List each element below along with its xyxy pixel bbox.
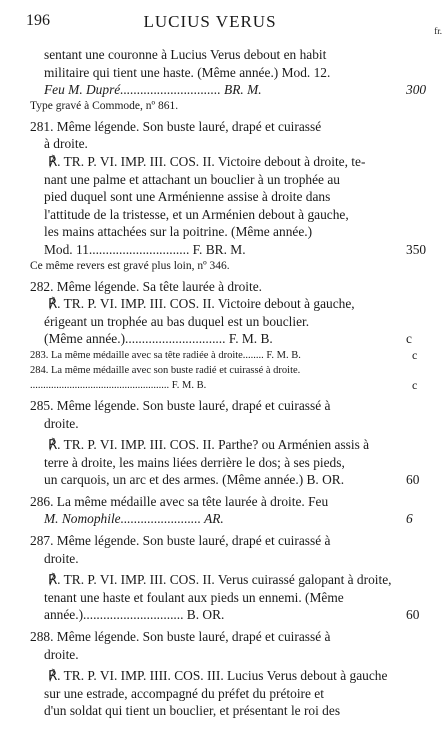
line-text: ..................................................... F. M. B. <box>30 379 207 391</box>
line-text: ℟. TR. P. VI. IMP. III. COS. II. Parthe? ou Arménien assis à <box>48 437 370 453</box>
text-line <box>30 313 390 331</box>
line-text: 284. La même médaille avec son buste radié et cuirassé à droite. <box>30 364 301 376</box>
line-text: 282. Même légende. Sa tête laurée à droite. <box>30 278 263 294</box>
line-text: 287. Même légende. Son buste lauré, drapé et cuirassé à <box>30 533 331 549</box>
text-line <box>30 171 390 189</box>
line-text: (Même année.).............................. F. M. B. <box>44 331 273 347</box>
line-text: M. Nomophile........................ AR. <box>44 511 224 527</box>
line-text: ℟. TR. P. VI. IMP. III. COS. II. Verus cuirassé galopant à droite, <box>48 572 392 588</box>
line-text: à droite. <box>44 136 88 152</box>
text-line <box>30 646 390 664</box>
line-text: ℟. TR. P. VI. IMP. III. COS. II. Victoire debout à gauche, <box>48 296 355 312</box>
text-line <box>30 510 413 528</box>
text-line <box>30 241 427 259</box>
text-line <box>30 702 390 720</box>
page-header <box>0 12 446 36</box>
text-line <box>30 64 390 82</box>
line-text: année.).............................. B. OR. <box>44 607 225 623</box>
line-text: 285. Même légende. Son buste lauré, drapé et cuirassé à <box>30 397 331 413</box>
text-line <box>30 589 390 607</box>
text-line <box>30 606 420 624</box>
text-line <box>30 571 390 589</box>
text-line <box>30 397 390 415</box>
line-text: ℟. TR. P. VI. IMP. IIII. COS. III. Lucius Verus debout à gauche <box>48 668 388 684</box>
text-line <box>30 454 390 472</box>
line-text: pied duquel sont une Arménienne assise à droite dans <box>44 189 331 205</box>
text-line <box>30 685 390 703</box>
text-line <box>30 153 390 171</box>
text-line <box>30 415 390 433</box>
text-line <box>30 436 390 454</box>
corner-mark: fr. <box>434 26 442 36</box>
line-text: 283. La même médaille avec sa tête radiée à droite........ F. M. B. <box>30 349 301 361</box>
line-text: 288. Même légende. Son buste lauré, drapé et cuirassé à <box>30 629 331 645</box>
text-line <box>30 46 390 64</box>
price-value: c <box>412 377 418 392</box>
line-text: terre à droite, les mains liées derrière le dos; à ses pieds, <box>44 454 345 470</box>
line-text: sur une estrade, accompagné du préfet du prétoire et <box>44 685 324 701</box>
line-text: les mains attachées sur la poitrine. (Même année.) <box>44 224 313 240</box>
text-line <box>30 471 420 489</box>
line-text: érigeant un trophée au bas duquel est un bouclier. <box>44 313 310 329</box>
price-value: 60 <box>406 472 420 488</box>
price-value: c <box>412 347 418 362</box>
text-line <box>30 550 390 568</box>
text-line <box>30 81 427 99</box>
text-line <box>30 532 390 550</box>
line-text: Feu M. Dupré.............................. BR. M. <box>44 82 262 98</box>
text-line <box>30 628 390 646</box>
line-text: droite. <box>44 415 79 431</box>
text-line <box>30 135 390 153</box>
price-value: 6 <box>406 511 413 527</box>
text-line <box>30 295 390 313</box>
line-text: l'attitude de la tristesse, et un Arménien debout à gauche, <box>44 206 349 222</box>
line-text: Type gravé à Commode, nº 861. <box>30 99 179 112</box>
line-text: tenant une haste et foulant aux pieds un ennemi. (Même <box>44 589 344 605</box>
text-line <box>30 363 390 378</box>
text-line <box>30 667 390 685</box>
line-text: droite. <box>44 550 79 566</box>
text-line <box>30 259 390 274</box>
catalogue-text <box>30 46 427 720</box>
line-text: militaire qui tient une haste. (Même année.) Mod. 12. <box>44 64 331 80</box>
line-text: 286. La même médaille avec sa tête laurée à droite. Feu <box>30 493 329 509</box>
line-text: un carquois, un arc et des armes. (Même année.) B. OR. <box>44 472 345 488</box>
text-line <box>30 206 390 224</box>
page-number: 196 <box>26 12 50 29</box>
running-title: LUCIUS VERUS <box>143 12 277 31</box>
text-line <box>30 493 390 511</box>
text-line <box>30 118 390 136</box>
line-text: d'un soldat qui tient un bouclier, et présentant le roi des <box>44 703 341 719</box>
price-value: 300 <box>406 82 427 98</box>
price-value: 60 <box>406 607 420 623</box>
line-text: Mod. 11.............................. F. BR. M. <box>44 241 246 257</box>
line-text: ℟. TR. P. VI. IMP. III. COS. II. Victoire debout à droite, te- <box>48 153 366 169</box>
text-line <box>30 223 390 241</box>
text-line <box>30 330 412 348</box>
price-value: 350 <box>406 241 427 257</box>
text-line <box>30 99 390 114</box>
text-line <box>30 188 390 206</box>
price-value: c <box>406 331 412 347</box>
text-line <box>30 347 418 363</box>
line-text: nant une palme et attachant un bouclier à un trophée au <box>44 171 340 187</box>
line-text: droite. <box>44 646 79 662</box>
line-text: 281. Même légende. Son buste lauré, drapé et cuirassé <box>30 118 322 134</box>
line-text: sentant une couronne à Lucius Verus debout en habit <box>44 47 327 62</box>
text-line <box>30 278 390 296</box>
text-line <box>30 377 418 393</box>
line-text: Ce même revers est gravé plus loin, nº 346. <box>30 259 230 272</box>
